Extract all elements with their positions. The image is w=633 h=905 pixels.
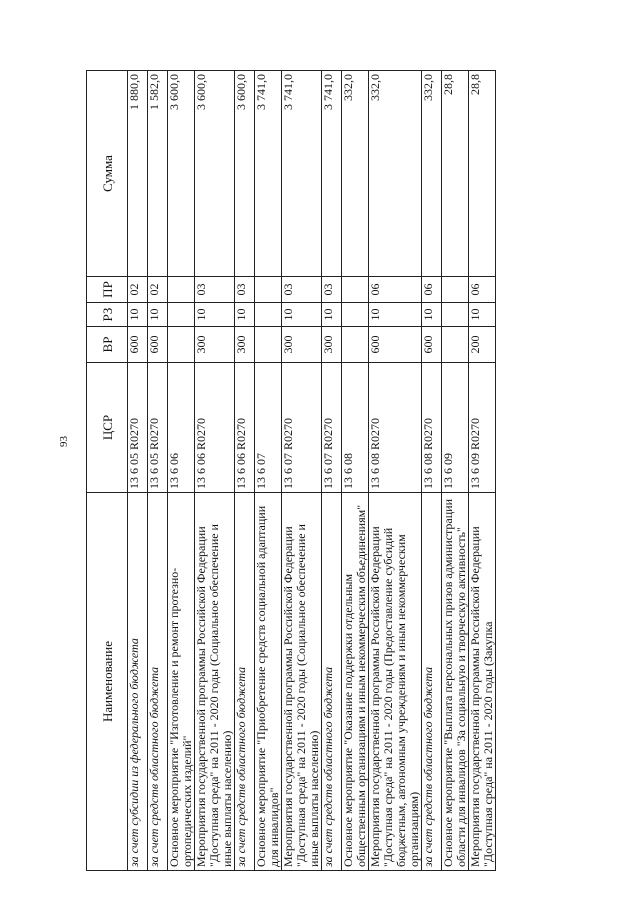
- row-name: за счет средств областного бюджета: [322, 493, 342, 871]
- row-rz: 10: [235, 303, 255, 327]
- row-vr: 600: [422, 327, 442, 363]
- table-header-row: [87, 71, 128, 871]
- row-pr: 03: [322, 277, 342, 303]
- row-vr: 300: [322, 327, 342, 363]
- row-csr: 13 6 05 R0270: [128, 363, 148, 493]
- row-pr: [442, 277, 469, 303]
- row-pr: 02: [128, 277, 148, 303]
- page-number: 93: [58, 436, 70, 447]
- row-csr: 13 6 07 R0270: [322, 363, 342, 493]
- row-name: Основное мероприятие "Изготовление и ремонт протезно-ортопедических изделий": [168, 493, 195, 871]
- row-sum: 3 741,0: [322, 71, 342, 277]
- row-name: Мероприятия государственной программы Российской Федерации "Доступная среда" на 2011 - 2020 годы (Социальное обеспечение и иные выплаты населению): [282, 493, 322, 871]
- row-rz: [342, 303, 369, 327]
- row-rz: 10: [422, 303, 442, 327]
- budget-table: [86, 70, 496, 871]
- table-row: [422, 71, 442, 871]
- row-name: Мероприятия государственной программы Российской Федерации "Доступная среда" на 2011 - 2020 годы (Закупка: [469, 493, 496, 871]
- row-csr: 13 6 06 R0270: [235, 363, 255, 493]
- row-rz: 10: [322, 303, 342, 327]
- row-rz: 10: [369, 303, 422, 327]
- row-sum: 3 600,0: [235, 71, 255, 277]
- row-vr: 300: [235, 327, 255, 363]
- row-name: Основное мероприятие "Выплата персональных призов администрации области для инвалидов "За социальную и творческую активность": [442, 493, 469, 871]
- row-csr: 13 6 06 R0270: [195, 363, 235, 493]
- row-vr: 300: [195, 327, 235, 363]
- header-vr: ВР: [87, 327, 128, 363]
- header-sum: Сумма: [87, 71, 128, 277]
- row-csr: 13 6 08 R0270: [369, 363, 422, 493]
- table-row: [442, 71, 469, 871]
- row-csr: 13 6 07 R0270: [282, 363, 322, 493]
- table-row: [195, 71, 235, 871]
- row-csr: 13 6 07: [255, 363, 282, 493]
- row-csr: 13 6 05 R0270: [148, 363, 168, 493]
- table-row: [255, 71, 282, 871]
- row-vr: 600: [369, 327, 422, 363]
- row-rz: [168, 303, 195, 327]
- table-row: [235, 71, 255, 871]
- row-csr: 13 6 06: [168, 363, 195, 493]
- row-rz: 10: [148, 303, 168, 327]
- table-row: [282, 71, 322, 871]
- row-sum: 3 741,0: [282, 71, 322, 277]
- row-name: за счет субсидии из федерального бюджета: [128, 493, 148, 871]
- row-vr: [255, 327, 282, 363]
- row-pr: 03: [282, 277, 322, 303]
- row-vr: 600: [148, 327, 168, 363]
- rotated-budget-table: [86, 71, 608, 871]
- row-name: Мероприятия государственной программы Российской Федерации "Доступная среда" на 2011 - 2020 годы (Предоставление субсидий бюджетным, автономным учреждениям и иным некоммерческим организациям): [369, 493, 422, 871]
- row-pr: 06: [369, 277, 422, 303]
- row-rz: 10: [195, 303, 235, 327]
- row-sum: 3 741,0: [255, 71, 282, 277]
- row-csr: 13 6 08 R0270: [422, 363, 442, 493]
- row-rz: 10: [469, 303, 496, 327]
- table-row: [369, 71, 422, 871]
- table-row: [342, 71, 369, 871]
- row-pr: [255, 277, 282, 303]
- table-row: [168, 71, 195, 871]
- row-sum: 3 600,0: [195, 71, 235, 277]
- table-row: [469, 71, 496, 871]
- row-vr: 200: [469, 327, 496, 363]
- row-pr: 03: [195, 277, 235, 303]
- row-pr: [342, 277, 369, 303]
- row-pr: 06: [469, 277, 496, 303]
- row-csr: 13 6 09: [442, 363, 469, 493]
- row-name: за счет средств областного бюджета: [148, 493, 168, 871]
- header-rz: РЗ: [87, 303, 128, 327]
- row-rz: 10: [282, 303, 322, 327]
- row-sum: 332,0: [422, 71, 442, 277]
- row-rz: [442, 303, 469, 327]
- row-csr: 13 6 09 R0270: [469, 363, 496, 493]
- row-name: за счет средств областного бюджета: [235, 493, 255, 871]
- row-sum: 332,0: [342, 71, 369, 277]
- row-sum: 28,8: [442, 71, 469, 277]
- row-pr: 02: [148, 277, 168, 303]
- row-sum: 1 880,0: [128, 71, 148, 277]
- header-csr: ЦСР: [87, 363, 128, 493]
- row-vr: [442, 327, 469, 363]
- row-sum: 28,8: [469, 71, 496, 277]
- table-row: [322, 71, 342, 871]
- row-vr: [342, 327, 369, 363]
- row-name: Мероприятия государственной программы Российской Федерации "Доступная среда" на 2011 - 2020 годы (Социальное обеспечение и иные выплаты населению): [195, 493, 235, 871]
- row-pr: [168, 277, 195, 303]
- row-sum: 1 582,0: [148, 71, 168, 277]
- row-name: Основное мероприятие "Оказание поддержки отдельным общественным организациям и иным некоммерческим объединениям": [342, 493, 369, 871]
- row-vr: 300: [282, 327, 322, 363]
- row-name: Основное мероприятие "Приобретение средств социальной адаптации для инвалидов": [255, 493, 282, 871]
- header-name: Наименование: [87, 493, 128, 871]
- header-pr: ПР: [87, 277, 128, 303]
- row-vr: [168, 327, 195, 363]
- row-name: за счет средств областного бюджета: [422, 493, 442, 871]
- row-pr: 06: [422, 277, 442, 303]
- table-row: [128, 71, 148, 871]
- row-sum: 3 600,0: [168, 71, 195, 277]
- row-rz: [255, 303, 282, 327]
- row-csr: 13 6 08: [342, 363, 369, 493]
- row-vr: 600: [128, 327, 148, 363]
- table-row: [148, 71, 168, 871]
- row-rz: 10: [128, 303, 148, 327]
- row-pr: 03: [235, 277, 255, 303]
- row-sum: 332,0: [369, 71, 422, 277]
